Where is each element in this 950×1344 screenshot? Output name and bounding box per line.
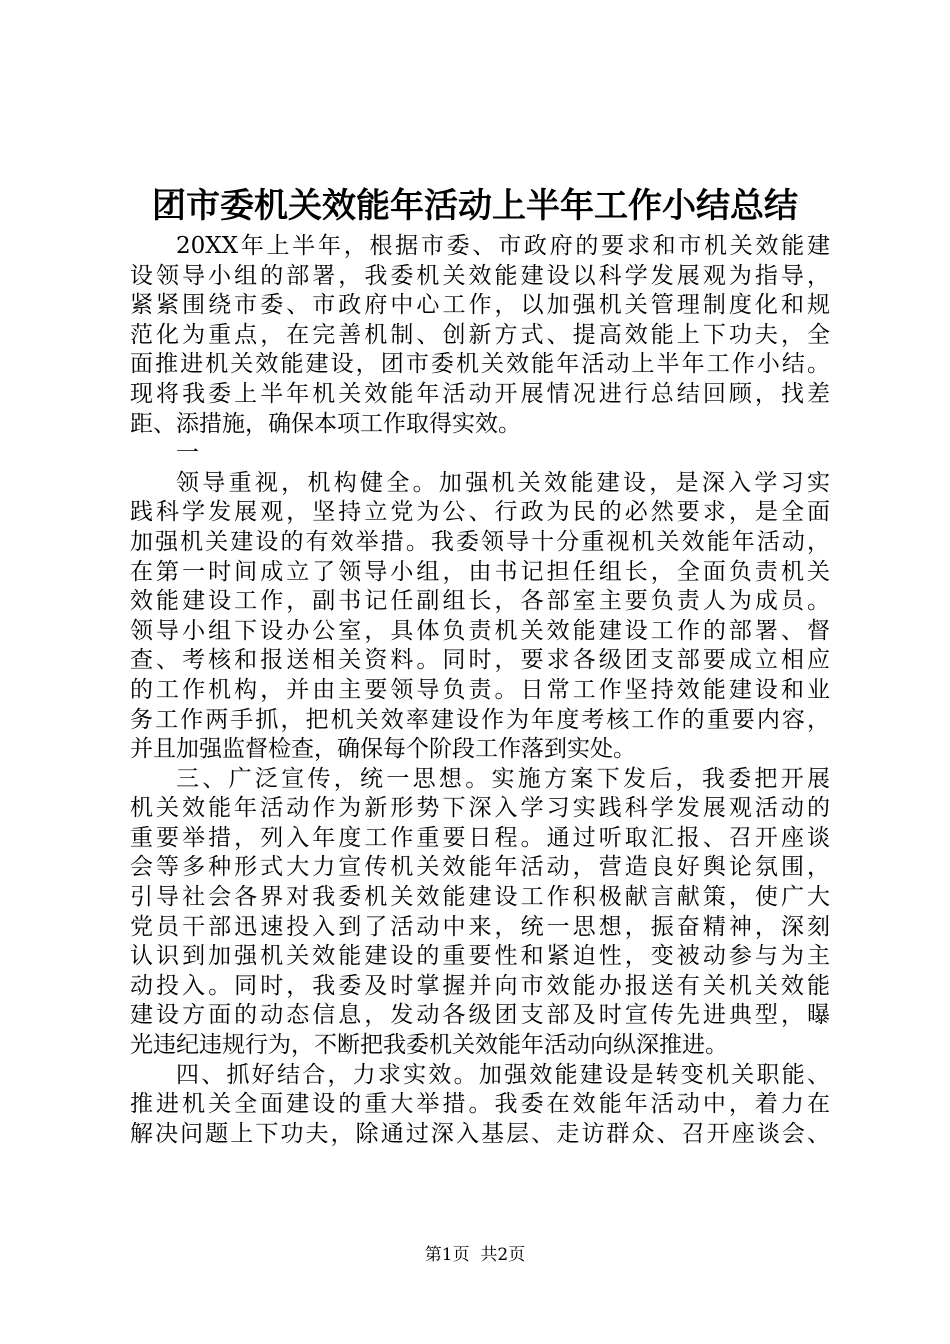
body-text-line: 现将我委上半年机关效能年活动开展情况进行总结回顾，找差 (130, 380, 830, 407)
body-text-line: 查、考核和报送相关资料。同时，要求各级团支部要成立相应 (130, 647, 830, 674)
body-text-line: 建设方面的动态信息，发动各级团支部及时宣传先进典型，曝 (130, 1002, 830, 1029)
body-text-line: 认识到加强机关效能建设的重要性和紧迫性，变被动参与为主 (130, 943, 830, 970)
body-text-line: 光违纪违规行为，不断把我委机关效能年活动向纵深推进。 (130, 1032, 728, 1059)
body-text-line: 设领导小组的部署，我委机关效能建设以科学发展观为指导， (130, 262, 830, 289)
body-text-line: 动投入。同时，我委及时掌握并向市效能办报送有关机关效能 (130, 972, 830, 999)
body-text-line: 解决问题上下功夫，除通过深入基层、走访群众、召开座谈会、 (130, 1120, 830, 1147)
body-text-line: 面推进机关效能建设，团市委机关效能年活动上半年工作小结。 (130, 351, 830, 378)
body-text-line: 践科学发展观，坚持立党为公、行政为民的必然要求，是全面 (130, 499, 830, 526)
body-text-line: 会等多种形式大力宣传机关效能年活动，营造良好舆论氛围， (130, 854, 830, 881)
body-text-line: 领导小组下设办公室，具体负责机关效能建设工作的部署、督 (130, 617, 830, 644)
body-text-line: 的工作机构，并由主要领导负责。日常工作坚持效能建设和业 (130, 676, 830, 703)
body-text-line: 领导重视，机构健全。加强机关效能建设，是深入学习实 (176, 469, 830, 496)
body-text-line: 引导社会各界对我委机关效能建设工作积极献言献策，使广大 (130, 884, 830, 911)
body-text-line: 距、添措施，确保本项工作取得实效。 (130, 410, 521, 437)
body-text-line: 并且加强监督检查，确保每个阶段工作落到实处。 (130, 736, 636, 763)
document-body (130, 232, 830, 1149)
body-text-line: 效能建设工作，副书记任副组长，各部室主要负责人为成员。 (130, 588, 830, 615)
body-text-line: 紧紧围绕市委、市政府中心工作，以加强机关管理制度化和规 (130, 292, 830, 319)
body-text-line: 三、广泛宣传，统一思想。实施方案下发后，我委把开展 (176, 765, 830, 792)
body-text-line: 在第一时间成立了领导小组，由书记担任组长，全面负责机关 (130, 558, 830, 585)
body-text-line: 务工作两手抓，把机关效率建设作为年度考核工作的重要内容， (130, 706, 830, 733)
body-text-line: 重要举措，列入年度工作重要日程。通过听取汇报、召开座谈 (130, 824, 830, 851)
body-text-line: 四、抓好结合，力求实效。加强效能建设是转变机关职能、 (176, 1061, 830, 1088)
body-text-line: 机关效能年活动作为新形势下深入学习实践科学发展观活动的 (130, 795, 830, 822)
body-text-line: 党员干部迅速投入到了活动中来，统一思想，振奋精神，深刻 (130, 913, 830, 940)
document-title: 团市委机关效能年活动上半年工作小结总结 (152, 186, 798, 226)
body-text-line: 一 (176, 440, 199, 467)
page-footer: 第1页 共2页 (424, 1245, 526, 1265)
body-text-line: 加强机关建设的有效举措。我委领导十分重视机关效能年活动， (130, 528, 830, 555)
body-text-line: 20XX年上半年，根据市委、市政府的要求和市机关效能建 (176, 233, 830, 259)
body-text-line: 范化为重点，在完善机制、创新方式、提高效能上下功夫，全 (130, 321, 830, 348)
body-text-line: 推进机关全面建设的重大举措。我委在效能年活动中，着力在 (130, 1091, 830, 1118)
